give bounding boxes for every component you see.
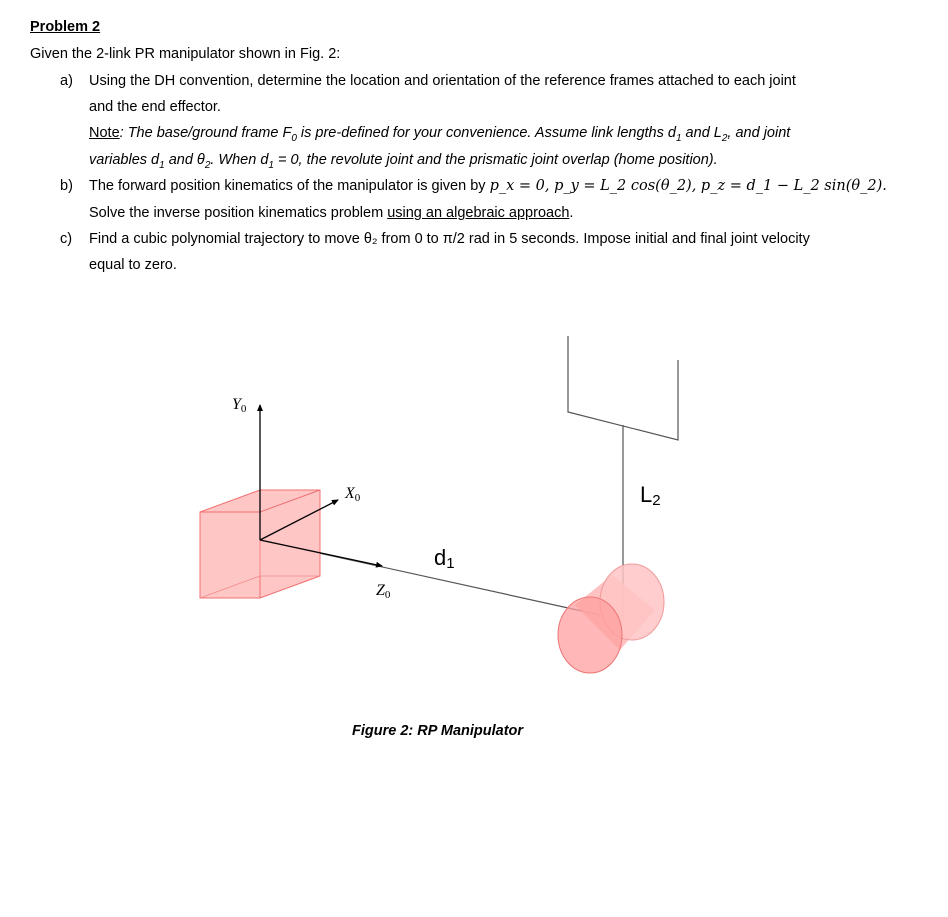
note2-text-c: . When d (210, 152, 269, 168)
revolute-joint-cylinder (558, 564, 664, 673)
note-sub-1: 0 (291, 132, 297, 144)
y0-label: Y0 (232, 396, 247, 415)
note-text-1: : The base/ground frame F (119, 125, 292, 141)
end-effector-bracket (568, 336, 678, 440)
note2-sub-b: 2 (204, 159, 211, 171)
part-c-marker: c) (60, 231, 73, 247)
problem-title: Problem 2 (30, 19, 101, 35)
part-b-line2-end: . (569, 205, 574, 221)
part-a-marker: a) (60, 73, 73, 89)
note2-text-d: = 0, the revolute joint and the prismatic joint overlap (home position). (273, 152, 718, 168)
part-b-marker: b) (60, 178, 73, 194)
note-text-2: is pre-defined for your convenience. Assume link lengths d (296, 125, 676, 141)
note-label: Note (89, 125, 120, 141)
problem-intro: Given the 2-link PR manipulator shown in Fig. 2: (30, 46, 341, 62)
l2-label: L2 (640, 482, 661, 509)
note-sub-2: 1 (675, 132, 682, 144)
note2-text-a: variables d (89, 152, 160, 168)
part-a-line2: and the end effector. (89, 99, 221, 115)
part-c-line2: equal to zero. (89, 257, 177, 273)
note-sub-3: 2 (721, 132, 728, 144)
part-c-line1: Find a cubic polynomial trajectory to move θ₂ from 0 to π/2 rad in 5 seconds. Impose initial and final joint velocity (89, 231, 810, 247)
z0-label: Z0 (376, 582, 391, 601)
note2-sub-a: 1 (159, 159, 165, 171)
x0-label: X0 (345, 485, 361, 504)
note-text-3: and L (681, 125, 722, 141)
part-b-equation: p_x = 0, p_y = L_2 cos(θ_2), p_z = d_1 − L_2 sin(θ_2). (489, 178, 887, 194)
note-text-4: , and joint (727, 125, 791, 141)
note2-sub-c: 1 (268, 159, 274, 171)
part-b-line2-text: Solve the inverse position kinematics problem (89, 205, 388, 221)
part-b-line1-text: The forward position kinematics of the manipulator is given by (89, 178, 490, 194)
part-b-line2-underlined: using an algebraic approach (387, 205, 570, 221)
d1-label: d1 (434, 545, 455, 572)
figure-caption: Figure 2: RP Manipulator (352, 723, 524, 739)
part-a-line1: Using the DH convention, determine the location and orientation of the reference frames attached to each joint (89, 73, 796, 89)
note2-text-b: and θ (164, 152, 205, 168)
